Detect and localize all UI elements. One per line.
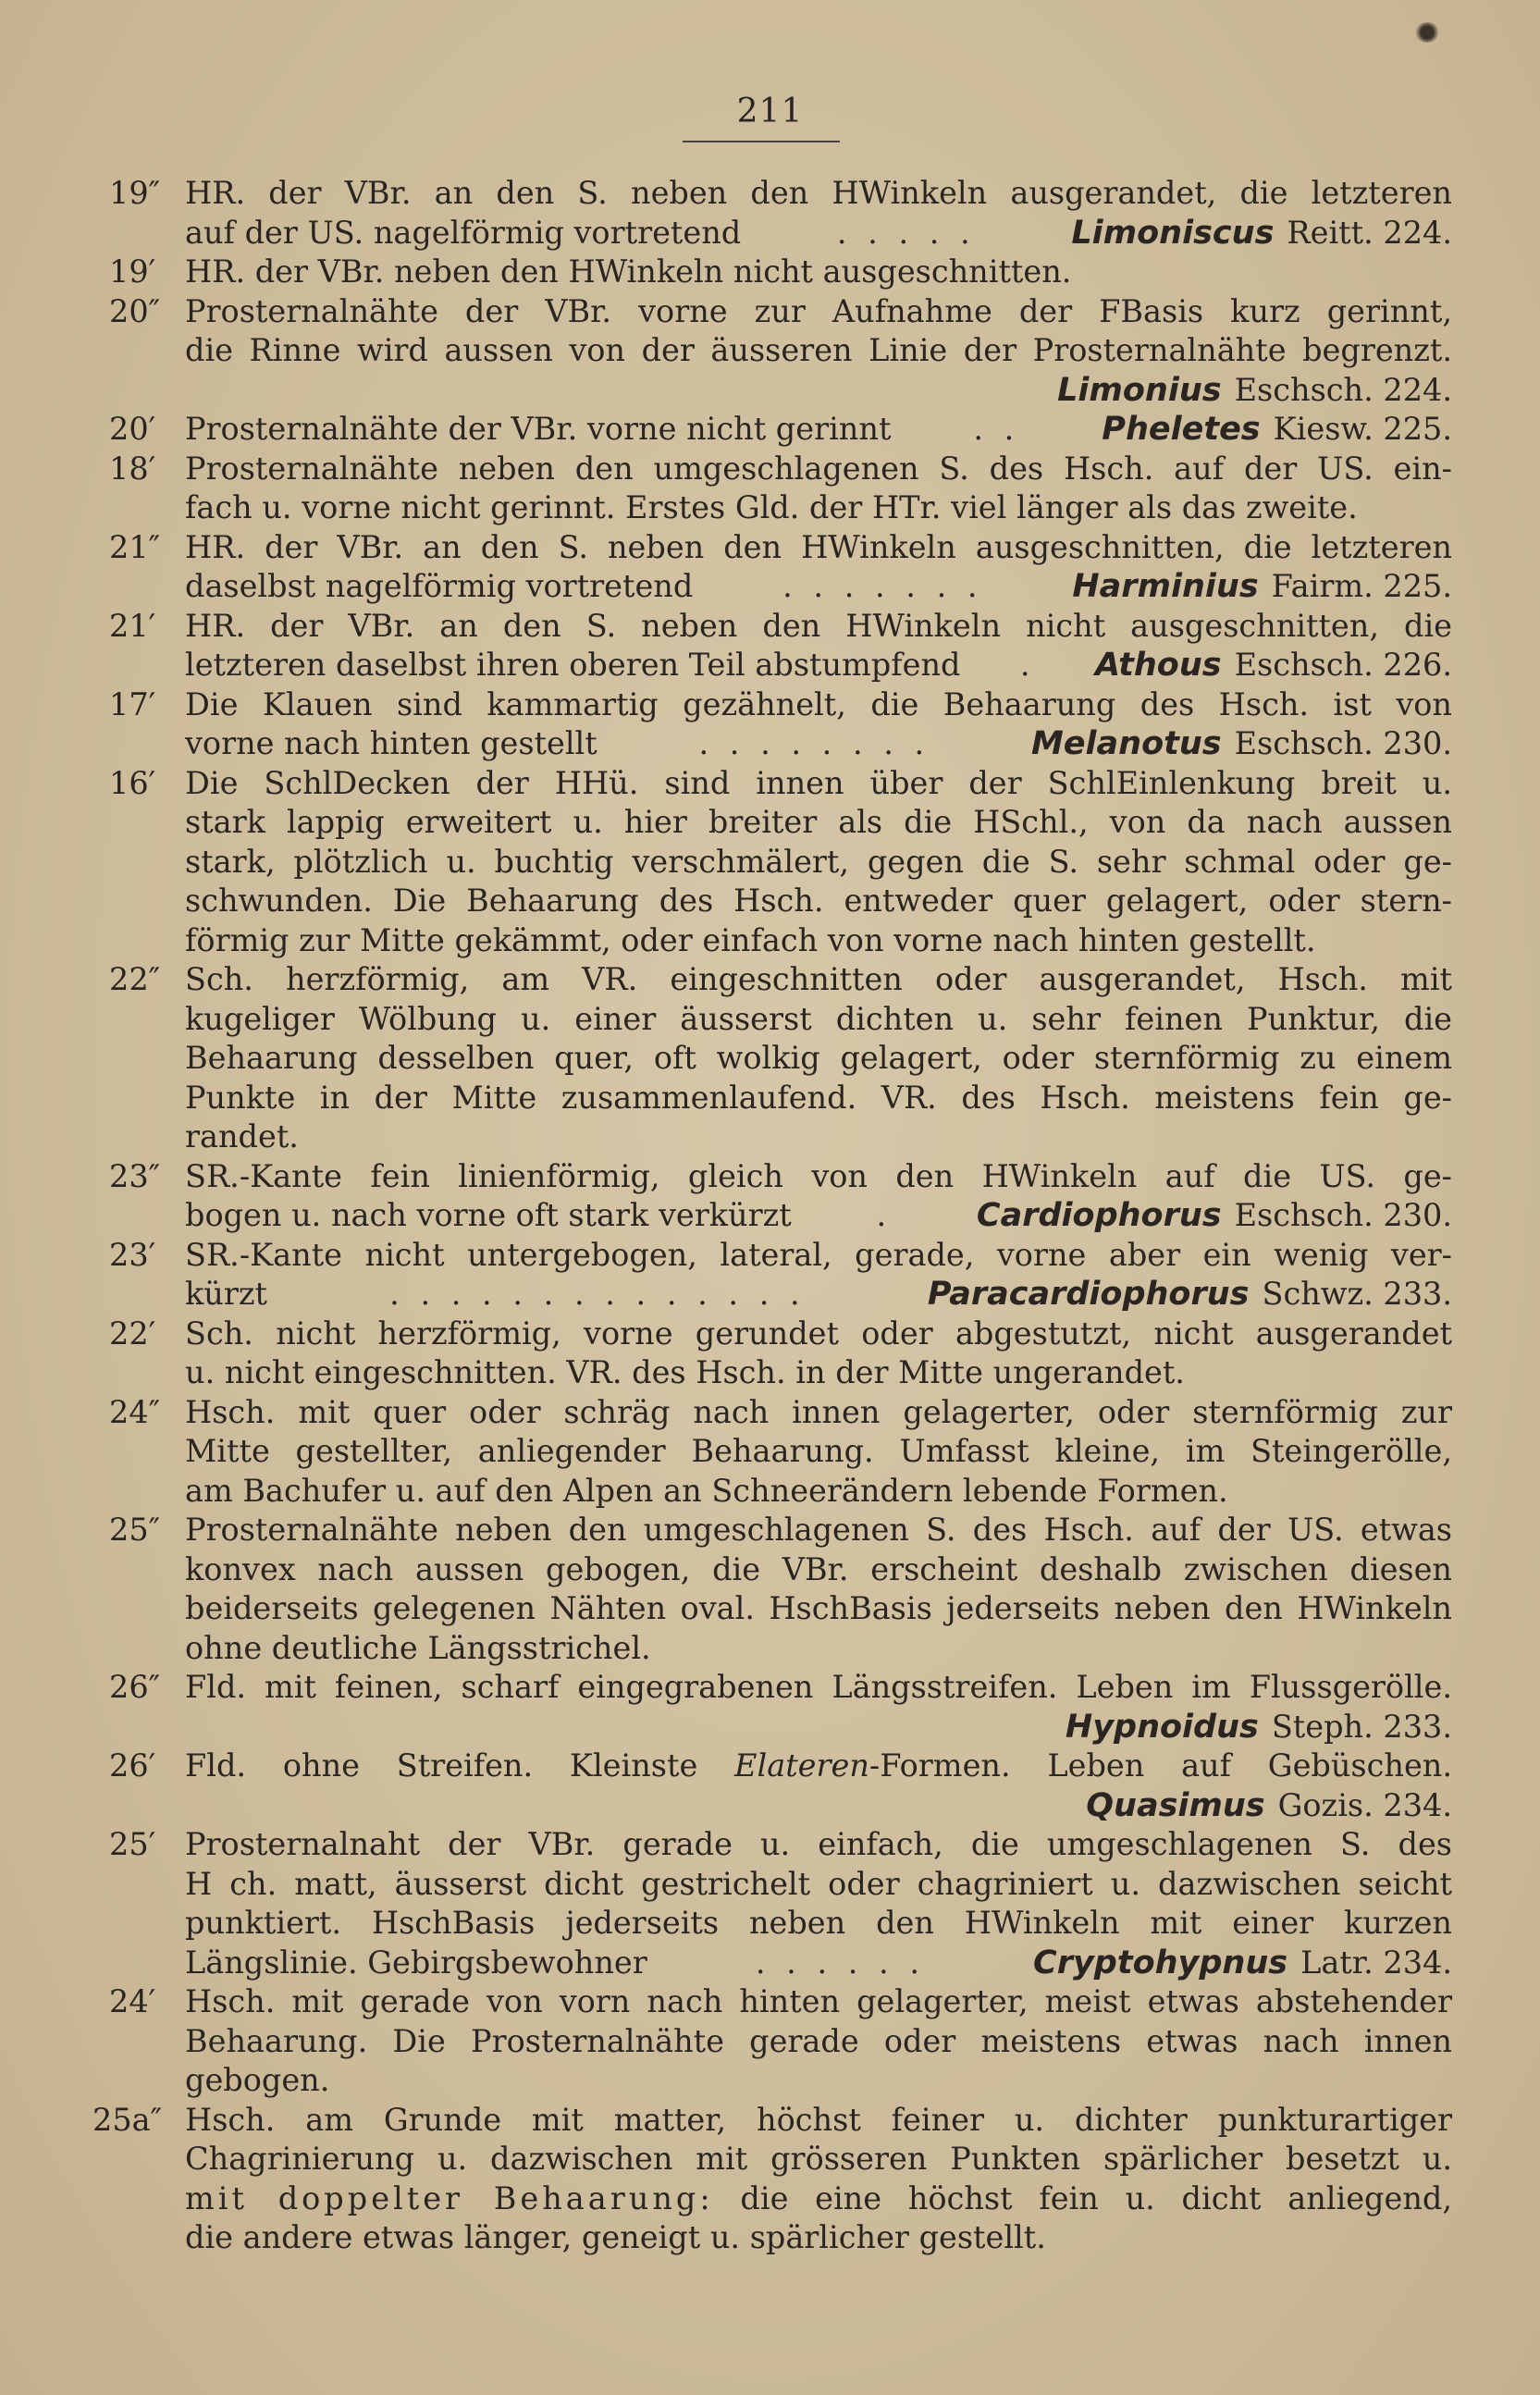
authority-and-page: Fairm. 225. [1271,568,1452,604]
text-line: beiderseits gelegenen Nähten oval. HschBasis jederseits neben den HWinkeln [185,1590,1452,1626]
text-line: Hsch. am Grunde mit matter, höchst feiner u. dichter punkturartiger [185,2101,1452,2138]
taxon-line [185,646,1452,685]
authority-and-page: Eschsch. 230. [1234,725,1452,761]
key-entry [92,1982,1452,2101]
text-line: HR. der VBr. an den S. neben den HWinkeln ausgeschnitten, die letzteren [185,528,1452,565]
taxon-line [185,1944,1452,1983]
text-line: SR.-Kante nicht untergebogen, lateral, gerade, vorne aber ein wenig ver- [185,1236,1452,1273]
leader-dots: . . . . . . [755,1944,925,1981]
genus-name: Melanotus [1030,725,1222,762]
text-line: SR.-Kante fein linienförmig, gleich von den HWinkeln auf die US. ge- [185,1157,1452,1194]
genus-name: Harminius [1072,568,1259,605]
couplet-number: 18′ [109,450,156,487]
text-segment: daselbst nagelförmig vortretend [185,568,694,604]
key-entry [92,1393,1452,1512]
taxon-line [185,410,1452,450]
leader-dots: . . . . . . . . . . . . . . [389,1276,806,1312]
page-number: 211 [736,93,804,130]
text-line: u. nicht eingeschnitten. VR. des Hsch. in der Mitte ungerandet. [185,1354,1185,1390]
ink-spot [1415,22,1439,43]
text-segment: die eine höchst fein u. dicht anliegend, [713,2179,1452,2216]
text-line: HR. der VBr. an den S. neben den HWinkeln nicht ausgeschnitten, die [185,607,1452,644]
authority-and-page: Steph. 233. [1271,1708,1452,1745]
taxon-line [185,1196,1452,1236]
page-number-rule [683,141,840,142]
text-line: stark lappig erweitert u. hier breiter als die HSchl., von da nach aussen [185,804,1452,840]
couplet-number: 24′ [109,1983,156,2019]
text-line: Die Klauen sind kammartig gezähnelt, die Behaarung des Hsch. ist von [185,685,1452,722]
text-line: HR. der VBr. an den S. neben den HWinkeln ausgerandet, die letzteren [185,175,1452,211]
couplet-number: 17′ [109,685,156,722]
text-line: die Rinne wird aussen von der äusseren Linie der Prosternalnähte begrenzt. [185,332,1452,368]
couplet-number: 20′ [109,411,156,447]
text-line: Sch. nicht herzförmig, vorne gerundet oder abgestutzt, nicht ausgerandet [185,1315,1452,1352]
couplet-number: 22″ [109,961,161,997]
key-entries [92,174,1452,2258]
key-entry [92,1825,1452,1982]
text-line: Prosternalnähte neben den umgeschlagenen S. des Hsch. auf der US. etwas [185,1512,1452,1548]
text-line: Behaarung. Die Prosternalnähte gerade oder meistens etwas nach innen [185,2022,1452,2059]
text-line: förmig zur Mitte gekämmt, oder einfach von vorne nach hinten gestellt. [185,921,1316,958]
taxon-line [185,1786,1452,1826]
leader-dots: . . . . . [836,214,976,251]
text-line: randet. [185,1118,299,1154]
genus-name: Limoniscus [1071,214,1275,252]
key-entry [92,292,1452,411]
couplet-number: 22′ [109,1315,156,1352]
authority-and-page: Schwz. 233. [1262,1276,1452,1312]
authority-and-page: Eschsch. 230. [1234,1197,1452,1233]
text-line: Chagrinierung u. dazwischen mit grösseren Punkten spärlicher besetzt u. [185,2141,1452,2177]
text-line: Punkte in der Mitte zusammenlaufend. VR. des Hsch. meistens fein ge- [185,1079,1452,1116]
key-entry [92,450,1452,528]
taxon-line [185,371,1452,411]
couplet-number: 19″ [109,175,161,211]
couplet-number: 24″ [109,1393,161,1430]
text-line: Fld. mit feinen, scharf eingegrabenen Längsstreifen. Leben im Flussgerölle. [185,1669,1452,1705]
key-entry [92,1511,1452,1668]
key-entry [92,1315,1452,1393]
couplet-number: 21′ [109,607,156,644]
text-line: Hsch. mit quer oder schräg nach innen gelagerter, oder sternförmig zur [185,1393,1452,1430]
spaced-emphasis: mit doppelter Behaarung: [185,2179,714,2216]
key-entry [92,764,1452,961]
couplet-number: 16′ [109,764,156,801]
key-entry [92,1747,1452,1825]
couplet-number: 26″ [109,1669,161,1705]
leader-dots: . . . . . . . [782,568,983,604]
leader-dots: . [876,1197,893,1233]
taxon-line [185,567,1452,607]
genus-name: Paracardiophorus [927,1276,1250,1313]
text-line: punktiert. HschBasis jederseits neben den HWinkeln mit einer kurzen [185,1905,1452,1941]
key-entry [92,528,1452,607]
text-line: schwunden. Die Behaarung des Hsch. entweder quer gelagert, oder stern- [185,883,1452,919]
couplet-number: 25′ [109,1826,156,1862]
couplet-number: 20″ [109,292,161,329]
italic-term: Elateren [734,1747,869,1784]
text-line: H ch. matt, äusserst dicht gestrichelt oder chagriniert u. dazwischen seicht [185,1865,1452,1902]
text-line: Hsch. mit gerade von vorn nach hinten gelagerter, meist etwas abstehender [185,1983,1452,2019]
key-entry [92,2101,1452,2258]
taxon-line [185,214,1452,253]
key-entry [92,253,1452,292]
genus-name: Limonius [1057,371,1222,409]
key-entry [92,174,1452,253]
text-line: Die SchlDecken der HHü. sind innen über der SchlEinlenkung breit u. [185,764,1452,801]
genus-name: Quasimus [1086,1786,1265,1824]
genus-name: Cardiophorus [976,1197,1222,1234]
text-segment: -Formen. Leben auf Gebüschen. [869,1747,1452,1784]
couplet-number: 19′ [109,253,156,290]
text-line: stark, plötzlich u. buchtig verschmälert, gegen die S. sehr schmal oder ge- [185,843,1452,880]
taxon-line [185,1275,1452,1315]
text-line: ohne deutliche Längsstrichel. [185,1629,651,1666]
text-line: Behaarung desselben quer, oft wolkig gelagert, oder sternförmig zu einem [185,1040,1452,1076]
key-entry [92,1668,1452,1747]
text-segment: Prosternalnähte der VBr. vorne nicht gerinnt [185,411,892,447]
leader-dots: . [1019,647,1036,683]
text-line: am Bachufer u. auf den Alpen an Schneerändern lebende Formen. [185,1472,1228,1509]
text-line: Mitte gestellter, anliegender Behaarung. Umfasst kleine, im Steingerölle, [185,1433,1452,1469]
text-line: konvex nach aussen gebogen, die VBr. erscheint deshalb zwischen diesen [185,1550,1452,1587]
taxon-line [185,724,1452,764]
text-line [185,1747,1452,1786]
key-entry [92,685,1452,764]
text-line: Prosternalnaht der VBr. gerade u. einfach, die umgeschlagenen S. des [185,1826,1452,1862]
couplet-number: 21″ [109,528,161,565]
text-segment: Längslinie. Gebirgsbewohner [185,1944,647,1981]
text-line [185,2179,1452,2219]
couplet-number: 26′ [109,1747,156,1784]
key-entry [92,960,1452,1157]
authority-and-page: Eschsch. 224. [1234,371,1452,408]
genus-name: Cryptohypnus [1033,1944,1288,1981]
key-entry [92,607,1452,685]
authority-and-page: Kiesw. 225. [1273,411,1452,447]
text-line: Sch. herzförmig, am VR. eingeschnitten oder ausgerandet, Hsch. mit [185,961,1452,997]
key-entry [92,410,1452,450]
text-segment: Fld. ohne Streifen. Kleinste [185,1747,735,1784]
genus-name: Athous [1094,647,1222,684]
leader-dots: . . . . . . . . [698,725,930,761]
text-segment: vorne nach hinten gestellt [185,725,598,761]
text-line: kugeliger Wölbung u. einer äusserst dichten u. sehr feinen Punktur, die [185,1000,1452,1037]
text-line: HR. der VBr. neben den HWinkeln nicht ausgeschnitten. [185,253,1072,290]
text-line: Prosternalnähte neben den umgeschlagenen S. des Hsch. auf der US. ein- [185,450,1452,487]
text-segment: letzteren daselbst ihren oberen Teil abstumpfend [185,647,961,683]
genus-name: Pheletes [1102,411,1261,448]
text-segment: bogen u. nach vorne oft stark verkürzt [185,1197,792,1233]
authority-and-page: Reitt. 224. [1287,214,1452,251]
couplet-number: 25a″ [92,2101,163,2138]
couplet-number: 23′ [109,1236,156,1273]
key-entry [92,1236,1452,1315]
authority-and-page: Eschsch. 226. [1234,647,1452,683]
text-line: Prosternalnähte der VBr. vorne zur Aufnahme der FBasis kurz gerinnt, [185,292,1452,329]
text-line: die andere etwas länger, geneigt u. spärlicher gestellt. [185,2219,1046,2255]
taxon-line [185,1708,1452,1747]
couplet-number: 25″ [109,1512,161,1548]
genus-name: Hypnoidus [1065,1708,1259,1746]
couplet-number: 23″ [109,1157,161,1194]
leader-dots: . . [973,411,1020,447]
text-segment: auf der US. nagelförmig vortretend [185,214,742,251]
text-line: fach u. vorne nicht gerinnt. Erstes Gld. der HTr. viel länger als das zweite. [185,489,1358,525]
text-segment: kürzt [185,1276,268,1312]
text-line: gebogen. [185,2062,330,2098]
authority-and-page: Gozis. 234. [1277,1786,1452,1823]
key-entry [92,1157,1452,1236]
authority-and-page: Latr. 234. [1300,1944,1452,1981]
